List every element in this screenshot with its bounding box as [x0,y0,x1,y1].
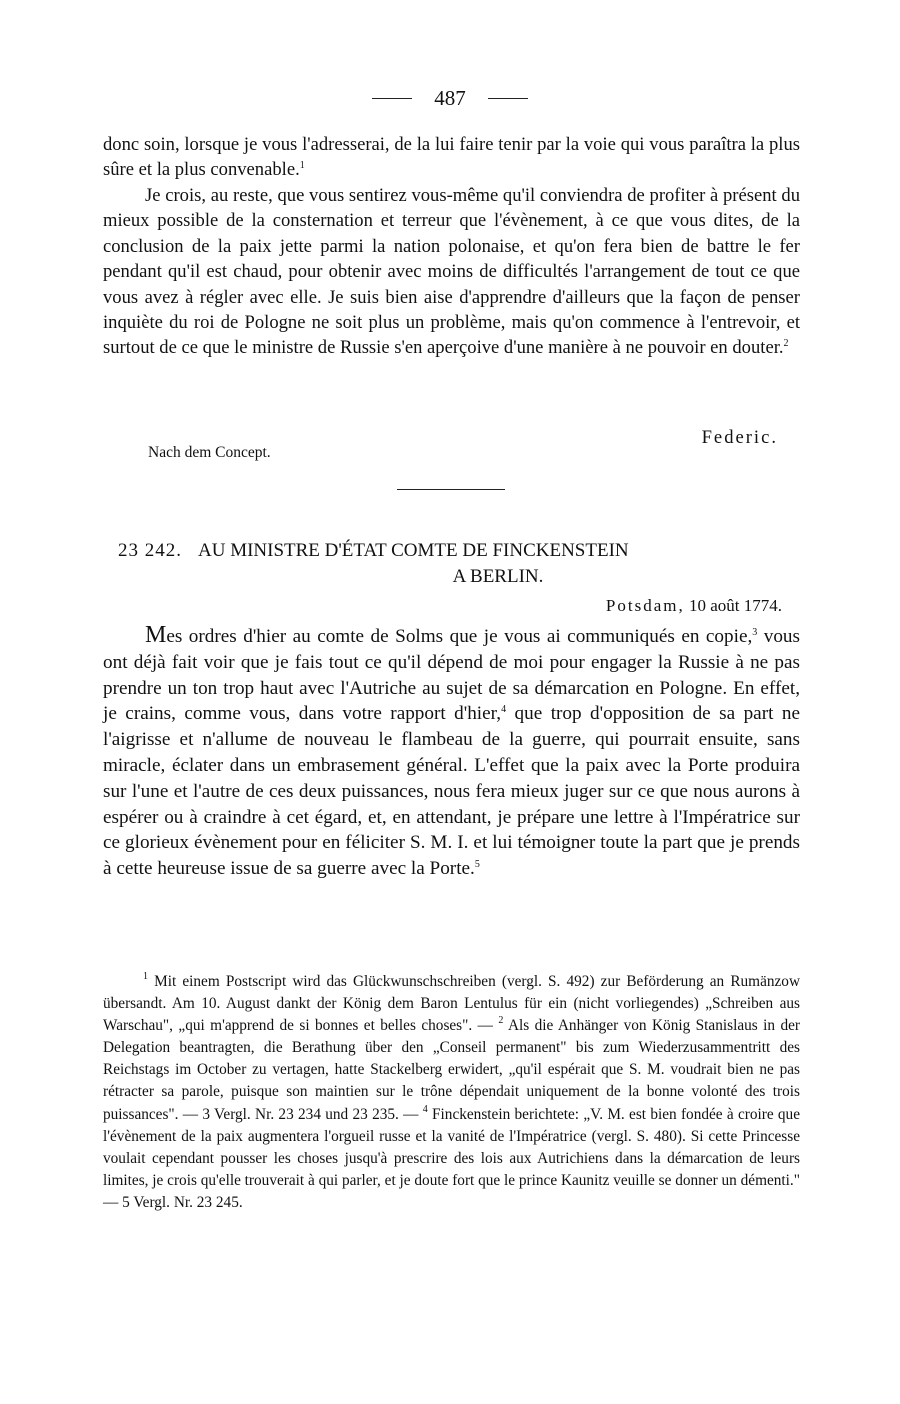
continuation-text: donc soin, lorsque je vous l'adresserai, de la lui faire tenir par la voie qui vous paraîtra la plus sûre et la plus convenable. [103,134,800,181]
continuation-paragraph [103,132,800,183]
footnote-number: 2 [498,1015,504,1027]
recipient-location: A BERLIN. [452,566,544,587]
dropcap: M [145,622,167,648]
footnote-marker: 1 [299,160,305,172]
page-number: 487 [434,86,466,110]
footnote-5: Vergl. Nr. 23 245. [129,1193,243,1211]
heading-line [118,538,798,564]
signature: Federic. [701,427,778,448]
footnote-marker: 3 [752,627,758,638]
footnote-number: 5 [122,1193,130,1211]
header-dash-right [488,98,528,99]
letter-text: es ordres d'hier au comte de Solms que je vous ai communiqués en copie, [166,626,753,647]
footnote-4: Finckenstein berichtete: „V. M. est bien fondée à croire que l'évènement de la paix augmentera l'orgueil russe et la vanité de l'Impératrice (vergl. S. 480). Si cette Princesse voulait cependant pousser les choses jusqu'à prescrire des lois aux Autrichiens dans la démarcation de leurs limites, je crois qu'elle trouverait à qui parler, et je doute fort que le prince Kaunitz veuille se donner un démenti." — [103,1105,800,1211]
letter-text: que trop d'opposition de sa part ne l'aigrisse et n'allume de nouveau le flambeau de la guerre, qui pourrait ensuite, sans miracle, éclater dans un embrasement général. L'effet que la paix avec la Porte produira sur l'une et l'autre de ces deux puissances, nous fera mieux juger sur ce que nous aurons à espérer ou à craindre à cet égard, et, en attendant, je prépare une lettre à l'Impératrice sur ce glorieux évènement pour en féliciter S. M. I. et lui témoigner toute la part que je prends à cette heureuse issue de sa guerre avec la Porte. [103,703,800,880]
letter-body [103,623,800,882]
letter-text: vous ont déjà fait voir que je fais tout ce qu'il dépend de moi pour engager la Russie à ne pas prendre un ton trop haut avec l'Autriche au sujet de sa démarcation en Pologne. En effet, je crains, comme vous, dans votre rapport d'hier, [103,626,800,725]
recipient-title: AU MINISTRE D'ÉTAT COMTE DE FINCKENSTEIN [198,540,629,561]
footnote-number: 4 [422,1103,428,1115]
header-dash-left [372,98,412,99]
footnote-number: 3 [202,1105,211,1123]
footnote-marker: 2 [783,338,789,350]
footnote-1: Mit einem Postscript wird das Glückwunschschreiben (vergl. S. 492) zur Beförderung an Rumänzow übersandt. Am 10. August dankt der König dem Baron Lentulus für ein (nicht vorliegendes) „Schreiben aus Warschau", „qui m'apprend de si bonnes et belles choses". — [103,973,800,1035]
page-header [0,86,900,111]
footnote-2: Als die Anhänger von König Stanislaus in der Delegation beantragten, die Berathung über den „Conseil permanent" bis zum Wiederzusammentritt des Reichstags im October zu vertagen, hatte Stackelberg erwidert, „qu'il espérait que S. M. voudrait bien ne pas rétracter sa parole, puisque son maintien sur le trône dépendait uniquement de la bonne volonté des trois puissances". — [103,1017,800,1123]
place: Potsdam, [605,596,685,615]
footnote-3: Vergl. Nr. 23 234 und 23 235. — [210,1105,423,1123]
date: 10 août 1774. [688,596,782,615]
closing-text: Je crois, au reste, que vous sentirez vous-même qu'il conviendra de profiter à présent du mieux possible de la consternation et terreur que l'évènement, à ce que vous dites, de la conclusion de la paix jette parmi la nation polonaise, et qu'on fera bien de battre le fer pendant qu'il est chaud, pour obtenir avec moins de difficultés l'arrangement de tout ce que vous avez à régler avec elle. Je suis bien aise d'apprendre d'ailleurs que la façon de penser inquiète du roi de Pologne ne soit plus un problème, mais qu'on commence à l'entrevoir, et surtout de ce que le ministre de Russie s'en aperçoive d'une manière à ne pouvoir en douter. [103,185,800,359]
footnotes [103,971,800,1214]
letter-heading [118,538,798,590]
footnote-marker: 5 [474,859,480,871]
footnote-text-block [103,971,800,1214]
footnote-number: 1 [143,971,148,982]
section-divider [397,489,505,490]
closing-paragraph [103,183,800,361]
letter-number: 23 242. [118,540,182,561]
source-note: Nach dem Concept. [148,444,271,461]
place-date [606,596,782,616]
footnote-marker: 4 [501,704,507,716]
